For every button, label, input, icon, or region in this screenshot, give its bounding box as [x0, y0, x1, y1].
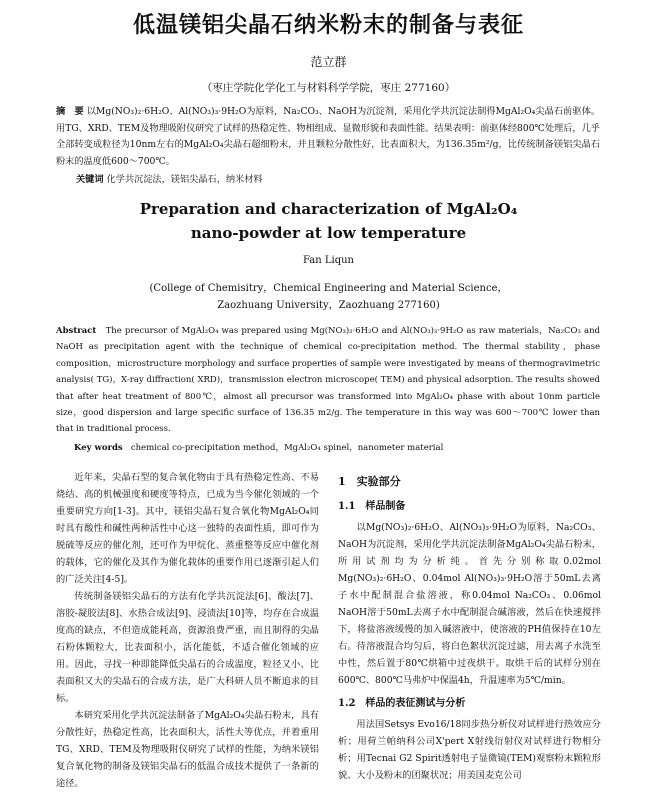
english-abstract-text: The precursor of MgAl₂O₄ was prepared using Mg(NO₃)₂·6H₂O and Al(NO₃)₃·9H₂O as raw materials，Na₂CO₃ and NaOH as precipitation agent with the technique of chemical co-precipitation method. The thermal stability，phase composition，microstructure morphology and surface properties of sample were investigated by means of thermogravimetric analysis( TG)，X-ray diffraction( XRD)，transmission electron microscope( TEM) and physical adsorption. The results showed that after heat treatment of 800℃，almost all precursor was transformed into MgAl₂O₄ phase with about 10nm particle size，good dispersion and large specific surface of 136.35 m2/g. The temperature in this way was 600～700℃ lower than that in traditional process. [56, 326, 600, 435]
english-abstract [56, 323, 600, 438]
english-title-line1: Preparation and characterization of MgAl₂O₄ [139, 200, 518, 218]
english-affiliation-line2: Zaozhuang University，Zaozhuang 277160) [217, 300, 440, 311]
chinese-title: 低温镁铝尖晶石纳米粉末的制备与表征 [132, 12, 524, 38]
english-title-line2: nano-powder at low temperature [190, 224, 467, 242]
chinese-keywords [76, 171, 263, 185]
intro-paragraph-1: 近年来，尖晶石型的复合氧化物由于具有热稳定性高、不易烧结、高的机械强度和硬度等特点，已成为当今催化领域的一个重要研究方向[1-3]。其中，镁铝尖晶石复合氧化物MgAl₂O₄同时具有酸性和碱性两种活性中心这一独特的表面性质，即可作为脱硫等反应的催化剂，还可作为甲烷化、蒸重整等反应中催化剂的载体，它的催化及其作为催化载体的重要作用已逐渐引起人们的广泛关注[4-5]。 [56, 472, 319, 585]
subsection-1-2-text: 用法国Setsys Evo16/18同步热分析仪对试样进行热效应分析；用荷兰帕纳科公司X'pert X射线衍射仪对试样进行物相分析；用Tecnai G2 Spirit透射电子显微镜(TEM)观察粉末颗粒形貌、大小及粉末的团聚状况；用美国麦克公司 [338, 719, 601, 781]
chinese-abstract [56, 104, 600, 170]
intro-paragraph-2: 传统制备镁铝尖晶石的方法有化学共沉淀法[6]、酸法[7]、溶胶-凝胶法[8]、水热合成法[9]、浸渍法[10]等，均存在合成温度高的缺点，不但造成能耗高，资源浪费严重，而且制得的尖晶石粉体颗粒大，比表面积小，活化能低，不适合催化领域的应用。因此，寻找一种即能降低尖晶石的合成温度，粒径又小、比表面积又大的尖晶石的合成方法，是广大科研人员不断追求的目标。 [56, 591, 319, 704]
chinese-author: 范立群 [310, 55, 347, 69]
subsection-1-1-heading: 1.1 样品制备 [338, 501, 406, 512]
english-author: Fan Liqun [303, 255, 354, 266]
english-keywords [74, 441, 443, 453]
english-affiliation-line1: (College of Chemisitry，Chemical Engineering and Material Science， [149, 283, 508, 294]
subsection-1-1-text: 以Mg(NO₃)₂·6H₂O、Al(NO₃)₃·9H₂O为原料，Na₂CO₃、NaOH为沉淀剂，采用化学共沉淀法制备MgAl₂O₄尖晶石粉末，所用试剂均为分析纯。首先分别称取0.02mol Mg(NO₃)₂·6H₂O、0.04mol Al(NO₃)₃·9H₂O溶于50mL去离子水中配制混合盐溶液，称0.04mol Na₂CO₃、0.06mol NaOH溶于50mL去离子水中配制混合碱溶液，然后在快速搅拌下，将盐溶液缓慢的加入碱溶液中，使溶液的PH值保持在10左右。待溶液混合均匀后，将白色絮状沉淀过滤，用去离子水洗至中性，然后置于80℃烘箱中过夜烘干。取烘干后的试样分别在600℃、800℃马弗炉中保温4h，升温速率为5℃/min。 [338, 522, 601, 686]
english-title [0, 197, 657, 245]
chinese-keywords-text: 化学共沉淀法，镁铝尖晶石，纳米材料 [106, 174, 263, 185]
section-1-heading: 1 实验部分 [338, 475, 401, 488]
english-affiliation [0, 280, 657, 314]
english-keywords-label: Key words [74, 443, 123, 453]
chinese-abstract-label: 摘 要 [56, 106, 84, 117]
english-keywords-text: chemical co-precipitation method，MgAl₂O₄ spinel，nanometer material [130, 443, 444, 453]
intro-paragraph-3: 本研究采用化学共沉淀法制备了MgAl₂O₄尖晶石粉末，具有分散性好，热稳定性高，比表面积大，活性大等优点，并着重用TG、XRD、TEM及物理吸附仪研究了试样的性能，为纳米镁铝复合氧化物的制备及镁铝尖晶石的低温合成技术提供了一条新的途径。 [56, 710, 319, 789]
left-column [56, 469, 319, 792]
chinese-affiliation: （枣庄学院化学化工与材料科学学院，枣庄 277160） [201, 82, 456, 94]
right-column [338, 469, 601, 784]
chinese-keywords-label: 关键词 [76, 174, 104, 185]
subsection-1-2-heading: 1.2 样品的表征测试与分析 [338, 698, 466, 709]
english-abstract-label: Abstract [56, 326, 97, 336]
chinese-abstract-text: 以Mg(NO₃)₂·6H₂O、Al(NO₃)₃·9H₂O为原料，Na₂CO₃、NaOH为沉淀剂，采用化学共沉淀法制得MgAl₂O₄尖晶石前驱体。用TG、XRD、TEM及物理吸附仪研究了试样的热稳定性、物相组成、显微形貌和表面性能。结果表明：前驱体经800℃处理后，几乎全部转变成粒径为10nm左右的MgAl₂O₄尖晶石超细粉末，并且颗粒分散性好，比表面积大，为136.35m²/g，比传统制备镁铝尖晶石粉末的温度低600～700℃。 [56, 106, 601, 167]
